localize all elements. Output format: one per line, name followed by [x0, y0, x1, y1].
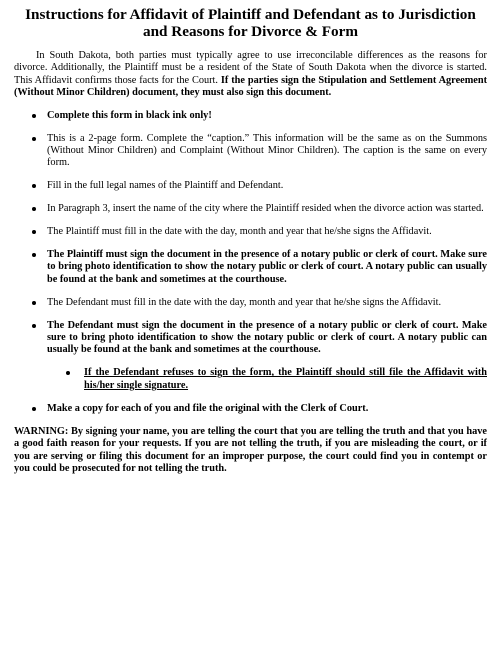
bullet-icon [32, 137, 36, 141]
bullet-icon [32, 301, 36, 305]
item-text: This is a 2-page form. Complete the “caption.” This information will be the same as on the Summons (Without Minor Children) and Complaint (Without Minor Children). The caption is the same on every form. [47, 132, 487, 169]
item-text: The Defendant must sign the document in the presence of a notary public or clerk of court. Make sure to bring photo identification to show the notary public or clerk of court. A notary public can usually be found at the bank and sometimes at the courthouse. [47, 319, 487, 356]
list-item [14, 297, 487, 309]
item-text: If the Defendant refuses to sign the form, the Plaintiff should still file the Affidavit with his/her single signature. [84, 367, 487, 391]
bullet-icon [32, 324, 36, 328]
list-item [14, 180, 487, 192]
document-title: Instructions for Affidavit of Plaintiff and Defendant as to Jurisdiction and Reasons for Divorce & Form [25, 6, 476, 40]
list-item [14, 249, 487, 286]
list-item [14, 110, 487, 122]
bullet-icon [32, 253, 36, 257]
item-text: In Paragraph 3, insert the name of the city where the Plaintiff resided when the divorce action was started. [47, 203, 484, 215]
item-text: The Plaintiff must sign the document in the presence of a notary public or clerk of court. Make sure to bring photo identification to show the notary public or clerk of court. A notary public can usually be found at the bank and sometimes at the courthouse. [47, 248, 487, 285]
bullet-icon [32, 114, 36, 118]
bullet-icon [66, 371, 70, 375]
item-text: Fill in the full legal names of the Plaintiff and Defendant. [47, 180, 284, 192]
intro-paragraph [14, 50, 487, 100]
intro-text: In South Dakota, both parties must typically agree to use irreconcilable differences as the reasons for divorce. Additionally, the Plaintiff must be a resident of the State of South Dakota when the divorce is started. This Affidavit confirms those facts for the Court. [14, 50, 487, 86]
list-item [14, 320, 487, 357]
instruction-list [14, 110, 487, 415]
item-text: Make a copy for each of you and file the original with the Clerk of Court. [47, 402, 369, 414]
list-item [14, 203, 487, 215]
item-text: Complete this form in black ink only! [47, 109, 212, 121]
bullet-icon [32, 184, 36, 188]
item-text: The Defendant must fill in the date with the day, month and year that he/she signs the Affidavit. [47, 296, 442, 308]
bullet-icon [32, 230, 36, 234]
list-item [14, 367, 487, 392]
item-text: The Plaintiff must fill in the date with the day, month and year that he/she signs the Affidavit. [47, 226, 432, 238]
bullet-icon [32, 207, 36, 211]
bullet-icon [32, 407, 36, 411]
list-item [14, 226, 487, 238]
list-item [14, 133, 487, 170]
list-item [14, 403, 487, 415]
intro-bold-text: If the parties sign the Stipulation and Settlement Agreement (Without Minor Children) document, they must also sign this document. [14, 74, 488, 99]
warning-paragraph: WARNING: By signing your name, you are telling the court that you are telling the truth and that you have a good faith reason for your requests. If you are not telling the truth, if you are misleading the court, or if you are serving or filing this document for an improper purpose, the court could find you in contempt or you could be prosecuted for not telling the truth. [14, 425, 487, 475]
